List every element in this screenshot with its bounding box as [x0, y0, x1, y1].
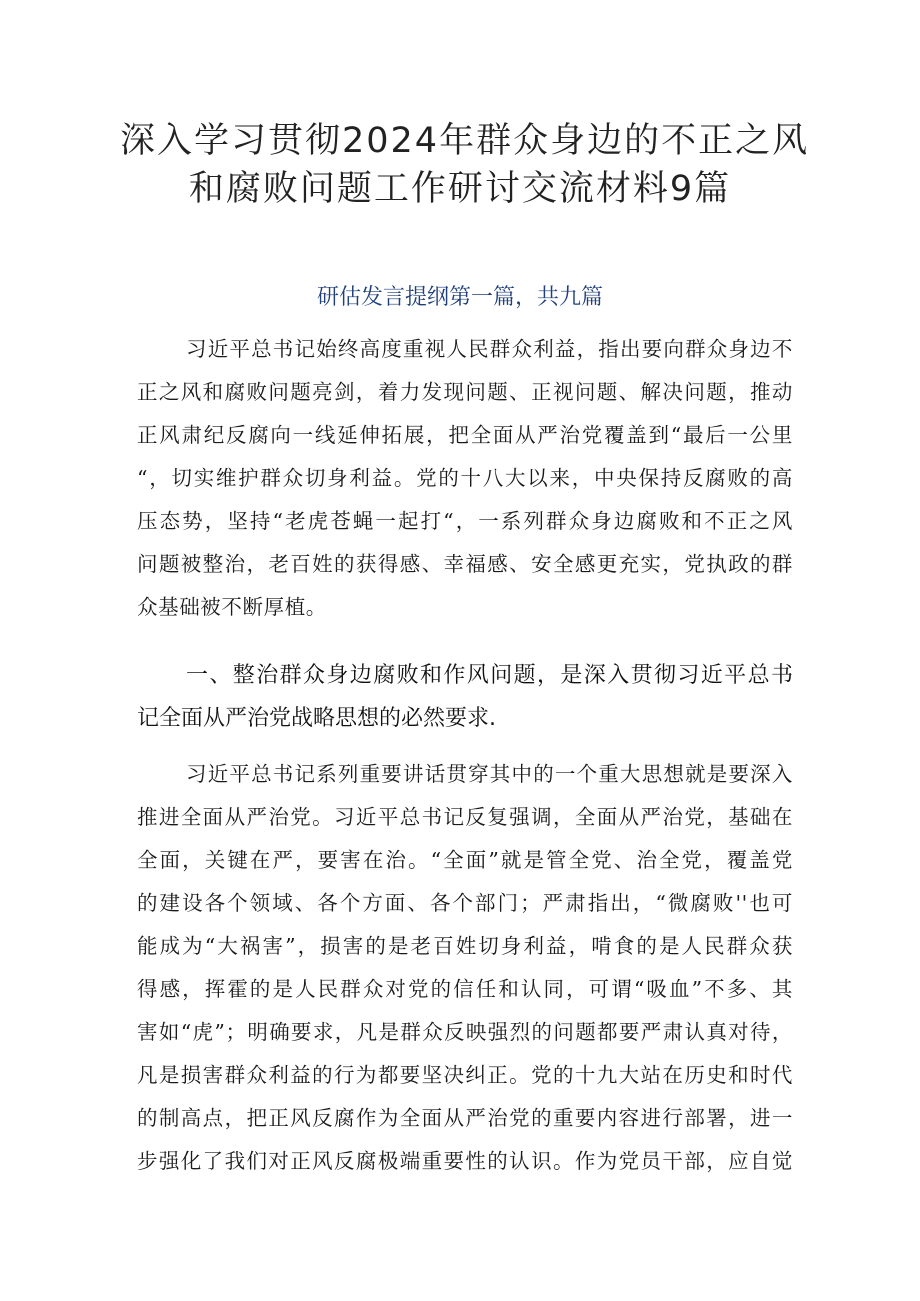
- paragraph-2-line: 害如“虎”；明确要求，凡是群众反映强烈的问题都要严肃认真对待，: [137, 1020, 793, 1044]
- paragraph-2-line: 步强化了我们对正风反腐极端重要性的认识。作为党员干部，应自觉: [137, 1149, 793, 1173]
- paragraph-1-line: 正之风和腐败问题亮剑，着力发现问题、正视问题、解决问题，推动: [137, 380, 793, 404]
- paragraph-2-line: 的制高点，把正风反腐作为全面从严治党的重要内容进行部署，进一: [137, 1106, 793, 1130]
- paragraph-1-line: 习近平总书记始终高度重视人民群众利益，指出要向群众身边不: [186, 337, 793, 361]
- paragraph-1-line: 众基础被不断厚植。: [137, 595, 327, 619]
- paragraph-1-line: “，切实维护群众切身利益。党的十八大以来，中央保持反腐败的高: [137, 466, 793, 490]
- paragraph-2-line: 推进全面从严治党。习近平总书记反复强调，全面从严治党，基础在: [137, 805, 793, 829]
- paragraph-1-line: 压态势，坚持“老虎苍蝇一起打“，一系列群众身边腐败和不正之风: [137, 509, 793, 533]
- section-subtitle: 研估发言提纲第一篇，共九篇: [316, 285, 603, 310]
- paragraph-2-line: 凡是损害群众利益的行为都要坚决纠正。党的十九大站在历史和时代: [137, 1063, 793, 1087]
- paragraph-2-line: 得感，挥霍的是人民群众对党的信任和认同，可谓“吸血”不多、其: [137, 977, 793, 1001]
- paragraph-2-line: 全面，关键在严，要害在治。“全面”就是管全党、治全党，覆盖党: [137, 848, 793, 872]
- document-title-line-1: 深入学习贯彻2024年群众身边的不正之风: [120, 121, 810, 161]
- paragraph-2-line: 能成为“大祸害”，损害的是老百姓切身利益，啃食的是人民群众获: [137, 934, 793, 958]
- paragraph-2-line: 习近平总书记系列重要讲话贯穿其中的一个重大思想就是要深入: [186, 762, 793, 786]
- paragraph-1-line: 正风肃纪反腐向一线延伸拓展，把全面从严治党覆盖到“最后一公里: [137, 423, 793, 447]
- paragraph-1-line: 问题被整治，老百姓的获得感、幸福感、安全感更充实，党执政的群: [137, 552, 793, 576]
- heading-1-line: 记全面从严治党战略思想的必然要求.: [137, 706, 496, 731]
- heading-1-line: 一、整治群众身边腐败和作风问题，是深入贯彻习近平总书: [186, 663, 793, 688]
- document-title-line-2: 和腐败问题工作研讨交流材料9篇: [188, 169, 732, 209]
- paragraph-2-line: 的建设各个领域、各个方面、各个部门；严肃指出，“微腐败''也可: [137, 891, 793, 915]
